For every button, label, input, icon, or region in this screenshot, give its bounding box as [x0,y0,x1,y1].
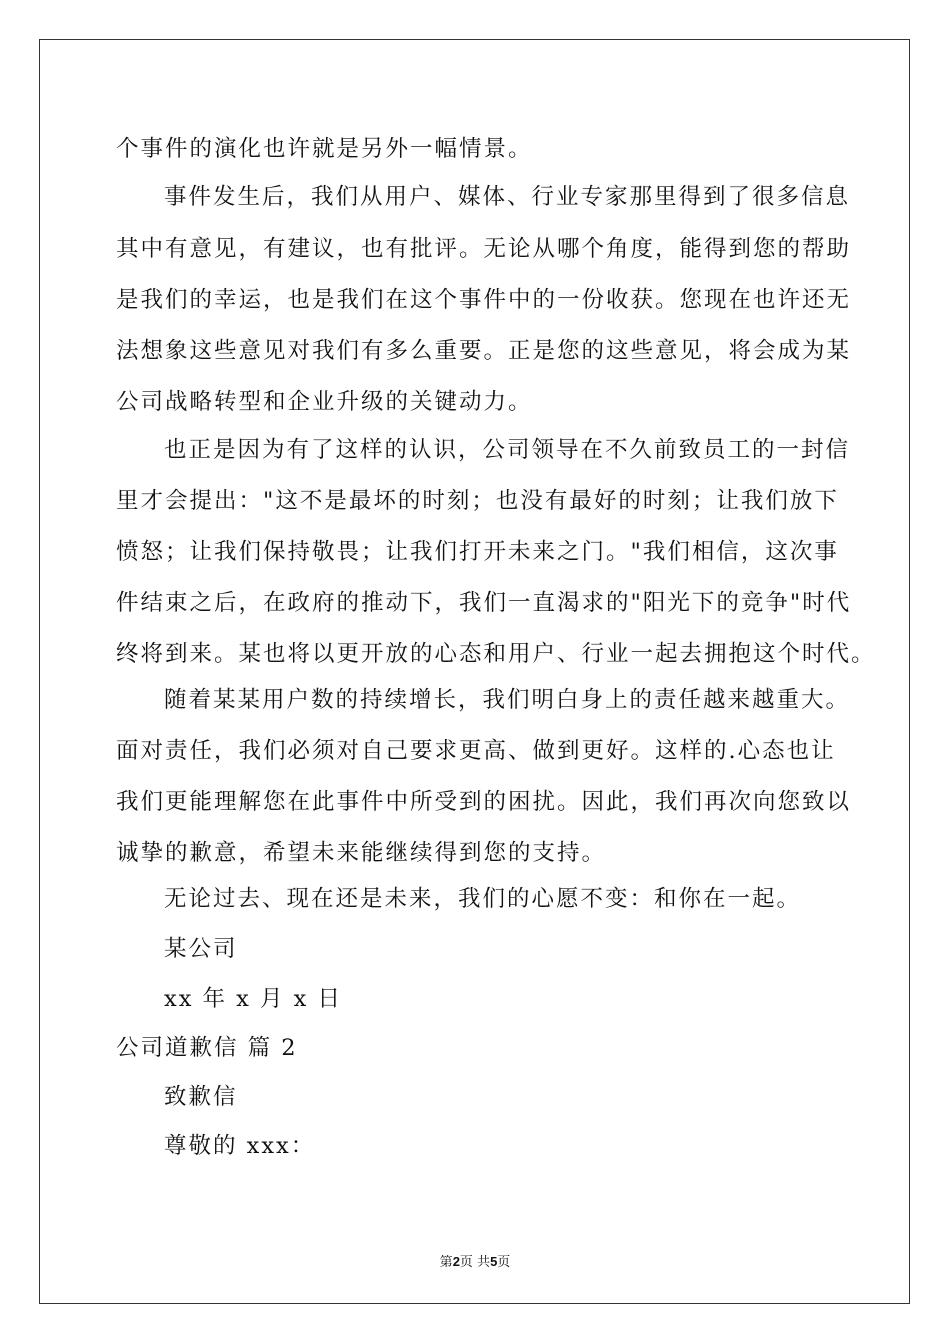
text-line: 事件发生后，我们从用户、媒体、行业专家那里得到了很多信息 [164,184,851,210]
page-border [39,39,910,1304]
text-line: 个事件的演化也许就是另外一幅情景。 [116,136,533,162]
text-line: 是我们的幸运，也是我们在这个事件中的一份收获。您现在也许还无 [116,287,852,313]
text-line: 里才会提出："这不是最坏的时刻；也没有最好的时刻；让我们放下 [116,488,839,514]
text-line: 公司战略转型和企业升级的关键动力。 [116,389,533,415]
text-line: 法想象这些意见对我们有多么重要。正是您的这些意见，将会成为某 [116,338,852,364]
section-title: 公司道歉信 篇 2 [116,1035,298,1061]
text-line: 也正是因为有了这样的认识，公司领导在不久前致员工的一封信 [164,437,851,463]
signature-date: xx 年 x 月 x 日 [164,986,343,1012]
text-line: 随着某某用户数的持续增长，我们明白身上的责任越来越重大。 [164,687,851,713]
page-total: 5 [490,1254,498,1269]
text-line: 无论过去、现在还是未来，我们的心愿不变：和你在一起。 [164,886,802,912]
text-line: 愤怒；让我们保持敬畏；让我们打开未来之门。"我们相信，这次事 [116,539,839,565]
text-line: 终将到来。某也将以更开放的心态和用户、行业一起去拥抱这个时代。 [116,641,876,667]
text-line: 件结束之后，在政府的推动下，我们一直渴求的"阳光下的竞争"时代 [116,590,852,616]
text-line: 面对责任，我们必须对自己要求更高、做到更好。这样的.心态也让 [116,738,836,764]
page-prefix: 第 [439,1255,453,1270]
letter-title: 致歉信 [164,1084,238,1110]
salutation: 尊敬的 xxx： [164,1133,316,1159]
page-suffix: 页 [497,1255,511,1270]
text-line: 诚挚的歉意，希望未来能继续得到您的支持。 [116,840,607,866]
signature-company: 某公司 [164,936,238,962]
page-mid: 页 共 [459,1255,491,1270]
page-current: 2 [452,1254,460,1269]
page-number [0,1251,950,1270]
text-line: 其中有意见，有建议，也有批评。无论从哪个角度，能得到您的帮助 [116,236,852,262]
text-line: 我们更能理解您在此事件中所受到的困扰。因此，我们再次向您致以 [116,789,852,815]
